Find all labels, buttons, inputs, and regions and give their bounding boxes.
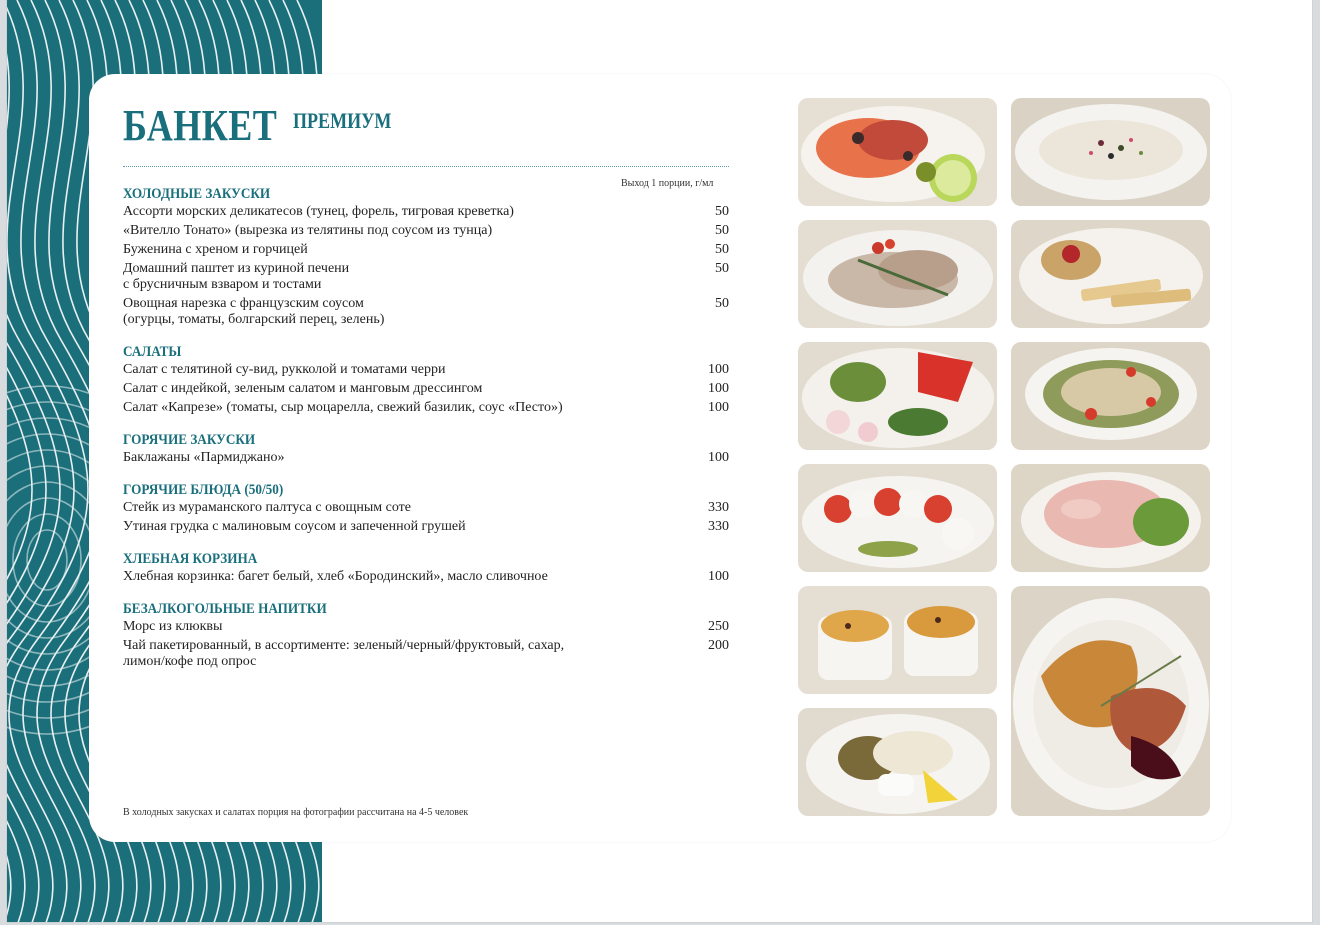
menu-list xyxy=(123,184,729,684)
menu-item xyxy=(123,381,729,397)
menu-item-name: Ассорти морских деликатесов (тунец, форель, тигровая креветка) xyxy=(123,204,514,219)
menu-item-name: «Вителло Тонато» (вырезка из телятины под соусом из тунца) xyxy=(123,223,493,238)
menu-item-name: Морс из клюквы xyxy=(123,619,223,634)
photo-vegetable-platter xyxy=(798,342,997,450)
menu-item xyxy=(123,638,729,670)
portion-note: Выход 1 порции, г/мл xyxy=(621,178,714,189)
menu-item xyxy=(123,400,729,416)
section-title: ГОРЯЧИЕ БЛЮДА (50/50) xyxy=(123,482,284,498)
menu-item xyxy=(123,261,729,293)
menu-item-quantity: 330 xyxy=(708,500,729,515)
menu-item-quantity: 50 xyxy=(715,261,729,276)
menu-item xyxy=(123,450,729,466)
photo-veal-salad xyxy=(1011,342,1210,450)
photo-eggplant-parmigiano xyxy=(798,586,997,694)
menu-item-name: Чай пакетированный, в ассортименте: зеленый/черный/фруктовый, сахар, лимон/кофе под опрос xyxy=(123,638,565,669)
menu-page xyxy=(7,0,1312,922)
menu-item xyxy=(123,296,729,328)
menu-item-name: Баклажаны «Пармиджано» xyxy=(123,450,285,465)
menu-item-quantity: 330 xyxy=(708,519,729,534)
menu-item xyxy=(123,500,729,516)
menu-item xyxy=(123,223,729,239)
menu-item-quantity: 50 xyxy=(715,242,729,257)
menu-section xyxy=(123,549,729,585)
footnote: В холодных закусках и салатах порция на фотографии рассчитана на 4-5 человек xyxy=(123,807,469,818)
menu-item-quantity: 50 xyxy=(715,296,729,311)
menu-item xyxy=(123,204,729,220)
menu-section xyxy=(123,342,729,416)
menu-item xyxy=(123,569,729,585)
menu-item-quantity: 100 xyxy=(708,381,729,396)
section-title: БЕЗАЛКОГОЛЬНЫЕ НАПИТКИ xyxy=(123,601,327,617)
menu-section xyxy=(123,599,729,670)
menu-item-name: Салат с телятиной су-вид, рукколой и томатами черри xyxy=(123,362,446,377)
photo-halibut-steak xyxy=(798,708,997,816)
menu-item-quantity: 100 xyxy=(708,569,729,584)
photo-duck-breast xyxy=(1011,586,1210,816)
section-title: САЛАТЫ xyxy=(123,344,182,360)
menu-item-quantity: 50 xyxy=(715,223,729,238)
photo-caprese-salad xyxy=(798,464,997,572)
menu-item-quantity: 50 xyxy=(715,204,729,219)
photo-liver-pate xyxy=(1011,220,1210,328)
menu-item-name: Салат «Капрезе» (томаты, сыр моцарелла, свежий базилик, соус «Песто») xyxy=(123,400,563,415)
menu-item-name: Салат с индейкой, зеленым салатом и манговым дрессингом xyxy=(123,381,483,396)
menu-item-name: Хлебная корзинка: багет белый, хлеб «Бородинский», масло сливочное xyxy=(123,569,548,584)
section-title: ХОЛОДНЫЕ ЗАКУСКИ xyxy=(123,186,271,202)
menu-item-quantity: 100 xyxy=(708,362,729,377)
menu-item-name: Домашний паштет из куриной печени с брусничным взваром и тостами xyxy=(123,261,350,292)
menu-section xyxy=(123,184,729,328)
menu-item-quantity: 200 xyxy=(708,638,729,653)
menu-item-name: Буженина с хреном и горчицей xyxy=(123,242,308,257)
menu-item xyxy=(123,242,729,258)
title-divider xyxy=(123,166,729,167)
menu-section xyxy=(123,480,729,535)
menu-item-quantity: 100 xyxy=(708,450,729,465)
section-title: ХЛЕБНАЯ КОРЗИНА xyxy=(123,551,258,567)
menu-item xyxy=(123,619,729,635)
menu-item xyxy=(123,362,729,378)
photo-vitello-tonnato xyxy=(1011,98,1210,206)
title-block xyxy=(123,101,392,150)
section-title: ГОРЯЧИЕ ЗАКУСКИ xyxy=(123,432,256,448)
page-subtitle: ПРЕМИУМ xyxy=(293,108,392,133)
menu-item xyxy=(123,519,729,535)
photo-roast-pork xyxy=(798,220,997,328)
menu-item-quantity: 100 xyxy=(708,400,729,415)
menu-item-name: Утиная грудка с малиновым соусом и запеченной грушей xyxy=(123,519,466,534)
menu-item-name: Овощная нарезка с французским соусом (огурцы, томаты, болгарский перец, зелень) xyxy=(123,296,385,327)
photo-seafood-platter xyxy=(798,98,997,206)
menu-section xyxy=(123,430,729,466)
page-title: БАНКЕТ xyxy=(123,101,278,150)
photo-turkey-salad xyxy=(1011,464,1210,572)
menu-item-name: Стейк из мураманского палтуса с овощным соте xyxy=(123,500,412,515)
menu-item-quantity: 250 xyxy=(708,619,729,634)
